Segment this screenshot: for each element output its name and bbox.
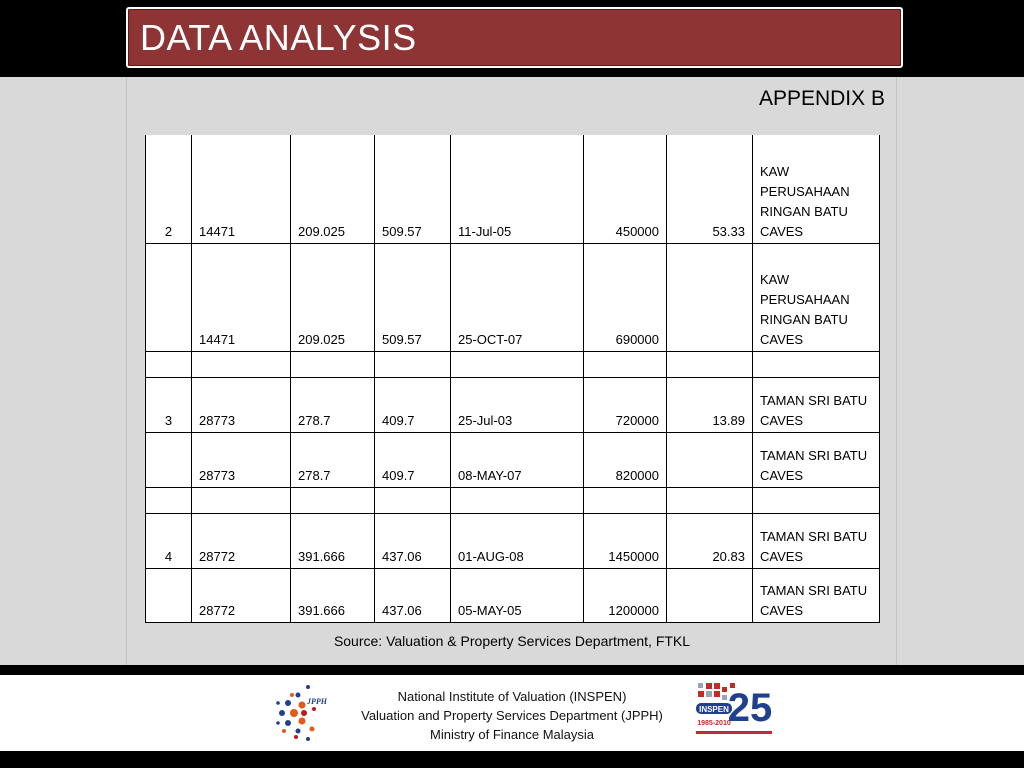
cell-building-area: 509.57 xyxy=(375,243,451,351)
cell-building-area xyxy=(375,487,451,513)
cell-transaction-date: 11-Jul-05 xyxy=(451,135,584,243)
cell-percent-change xyxy=(667,568,753,622)
cell-lot-number xyxy=(192,351,291,377)
footer-line-ministry: Ministry of Finance Malaysia xyxy=(430,727,594,742)
cell-price xyxy=(584,351,667,377)
left-margin-column xyxy=(0,77,127,665)
table-row xyxy=(146,432,880,487)
cell-row-number xyxy=(146,243,192,351)
table-row xyxy=(146,487,880,513)
cell-percent-change: 53.33 xyxy=(667,135,753,243)
cell-lot-number: 28773 xyxy=(192,377,291,432)
cell-percent-change xyxy=(667,487,753,513)
cell-percent-change xyxy=(667,432,753,487)
cell-land-area: 391.666 xyxy=(291,568,375,622)
cell-land-area xyxy=(291,351,375,377)
footer-credits xyxy=(0,687,1024,744)
cell-location: TAMAN SRI BATU CAVES xyxy=(753,432,880,487)
cell-land-area: 209.025 xyxy=(291,243,375,351)
cell-lot-number: 14471 xyxy=(192,243,291,351)
transaction-table xyxy=(145,135,880,623)
cell-lot-number: 14471 xyxy=(192,135,291,243)
cell-percent-change xyxy=(667,351,753,377)
cell-land-area xyxy=(291,487,375,513)
cell-building-area xyxy=(375,351,451,377)
cell-transaction-date xyxy=(451,487,584,513)
table-row xyxy=(146,568,880,622)
cell-percent-change xyxy=(667,243,753,351)
cell-transaction-date: 01-AUG-08 xyxy=(451,513,584,568)
cell-transaction-date xyxy=(451,351,584,377)
inspen-logo-text: INSPEN xyxy=(699,705,729,714)
inspen-25-number: 25 xyxy=(727,686,773,730)
cell-price: 690000 xyxy=(584,243,667,351)
cell-location: TAMAN SRI BATU CAVES xyxy=(753,377,880,432)
footer xyxy=(0,675,1024,751)
appendix-label: APPENDIX B xyxy=(758,87,885,110)
source-note: Source: Valuation & Property Services Department, FTKL xyxy=(333,633,691,649)
cell-building-area: 409.7 xyxy=(375,432,451,487)
cell-location: KAW PERUSAHAAN RINGAN BATU CAVES xyxy=(753,243,880,351)
table-row xyxy=(146,351,880,377)
cell-lot-number: 28772 xyxy=(192,568,291,622)
table-row xyxy=(146,513,880,568)
cell-location xyxy=(753,351,880,377)
cell-lot-number xyxy=(192,487,291,513)
cell-price: 450000 xyxy=(584,135,667,243)
cell-building-area: 437.06 xyxy=(375,568,451,622)
cell-transaction-date: 08-MAY-07 xyxy=(451,432,584,487)
cell-price: 1450000 xyxy=(584,513,667,568)
cell-transaction-date: 05-MAY-05 xyxy=(451,568,584,622)
inspen-25-logo xyxy=(692,681,776,745)
cell-transaction-date: 25-Jul-03 xyxy=(451,377,584,432)
table-row xyxy=(146,243,880,351)
slide-content xyxy=(0,77,1024,665)
header-band xyxy=(0,0,1024,77)
inspen-years: 1985-2010 xyxy=(697,720,731,727)
cell-location xyxy=(753,487,880,513)
table-row xyxy=(146,377,880,432)
cell-row-number xyxy=(146,568,192,622)
cell-building-area: 437.06 xyxy=(375,513,451,568)
cell-row-number xyxy=(146,432,192,487)
footer-line-inspen: National Institute of Valuation (INSPEN) xyxy=(397,689,627,704)
cell-price xyxy=(584,487,667,513)
footer-line-jpph: Valuation and Property Services Department (JPPH) xyxy=(361,708,663,723)
right-margin-column xyxy=(896,77,1024,665)
cell-location: TAMAN SRI BATU CAVES xyxy=(753,513,880,568)
cell-building-area: 409.7 xyxy=(375,377,451,432)
cell-price: 1200000 xyxy=(584,568,667,622)
cell-lot-number: 28773 xyxy=(192,432,291,487)
cell-transaction-date: 25-OCT-07 xyxy=(451,243,584,351)
cell-row-number: 4 xyxy=(146,513,192,568)
cell-building-area: 509.57 xyxy=(375,135,451,243)
cell-location: KAW PERUSAHAAN RINGAN BATU CAVES xyxy=(753,135,880,243)
cell-price: 720000 xyxy=(584,377,667,432)
cell-land-area: 278.7 xyxy=(291,377,375,432)
page-title: DATA ANALYSIS xyxy=(140,17,417,58)
jpph-logo-text: JPPH xyxy=(307,697,327,706)
cell-land-area: 278.7 xyxy=(291,432,375,487)
cell-location: TAMAN SRI BATU CAVES xyxy=(753,568,880,622)
cell-row-number: 3 xyxy=(146,377,192,432)
cell-percent-change: 20.83 xyxy=(667,513,753,568)
cell-price: 820000 xyxy=(584,432,667,487)
cell-percent-change: 13.89 xyxy=(667,377,753,432)
title-banner xyxy=(126,7,903,68)
cell-row-number xyxy=(146,487,192,513)
cell-lot-number: 28772 xyxy=(192,513,291,568)
cell-row-number: 2 xyxy=(146,135,192,243)
cell-land-area: 391.666 xyxy=(291,513,375,568)
cell-land-area: 209.025 xyxy=(291,135,375,243)
cell-row-number xyxy=(146,351,192,377)
table-row xyxy=(146,135,880,243)
